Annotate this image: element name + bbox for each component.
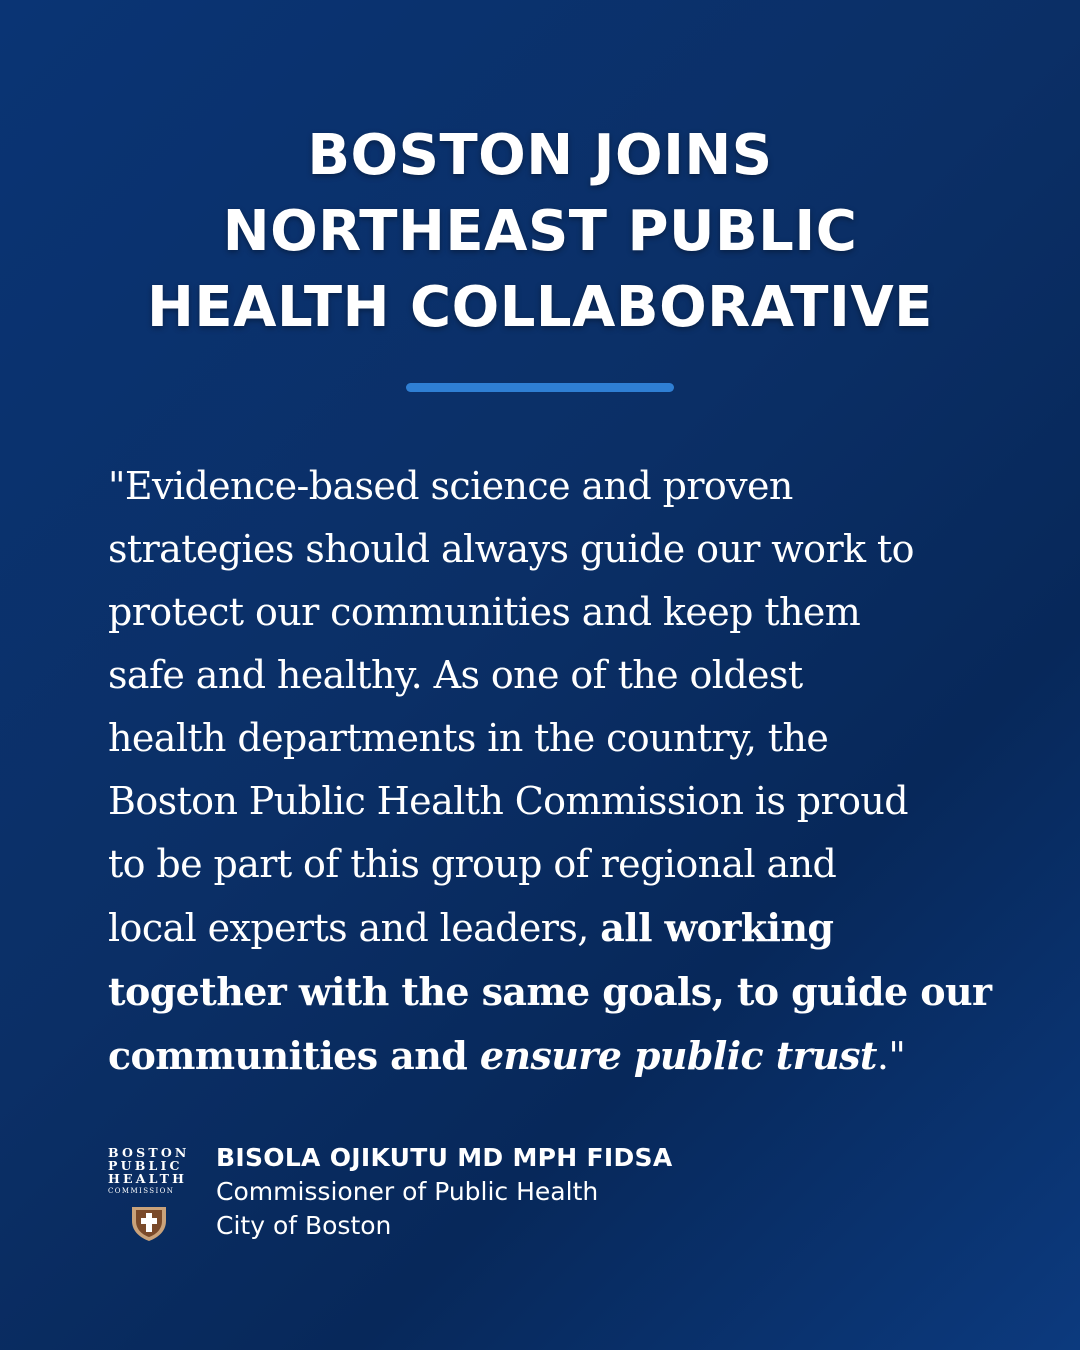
quote-line-2: strategies should always guide our work to xyxy=(108,527,914,571)
quote-line-4: safe and healthy. As one of the oldest xyxy=(108,653,803,697)
divider xyxy=(406,383,674,392)
quote xyxy=(108,455,992,1088)
bphc-logo xyxy=(108,1146,196,1243)
quote-line-10 xyxy=(108,1024,988,1088)
logo-word-1: BOSTON xyxy=(108,1145,190,1160)
quote-line-10-bold: communities and xyxy=(108,1033,480,1078)
logo-word-2: PUBLIC xyxy=(108,1158,183,1173)
quote-line-9-bold: together with the same goals, to guide our xyxy=(108,969,992,1014)
quote-line-5: health departments in the country, the xyxy=(108,716,829,760)
quote-line-9 xyxy=(108,960,992,1024)
quote-line-8-regular: local experts and leaders, xyxy=(108,906,601,950)
quote-line-8-bold: all working xyxy=(600,905,834,950)
quote-line-10-italic: ensure public trust xyxy=(479,1033,877,1078)
quote-line-3: protect our communities and keep them xyxy=(108,590,861,634)
signature xyxy=(216,1141,673,1243)
quote-line-8 xyxy=(108,896,988,960)
quote-line-7: to be part of this group of regional and xyxy=(108,842,837,886)
headline-line-3: HEALTH COLLABORATIVE xyxy=(147,275,933,340)
quote-line-6: Boston Public Health Commission is proud xyxy=(108,779,908,823)
signature-city: City of Boston xyxy=(216,1211,392,1240)
signature-role: Commissioner of Public Health xyxy=(216,1177,599,1206)
headline-line-2: NORTHEAST PUBLIC xyxy=(222,199,858,264)
quote-line-1: "Evidence-based science and proven xyxy=(108,464,793,508)
signature-name: BISOLA OJIKUTU MD MPH FIDSA xyxy=(216,1143,673,1172)
quote-line-10-end: ." xyxy=(876,1034,906,1078)
logo-word-3: HEALTH xyxy=(108,1171,188,1186)
headline xyxy=(0,118,1080,346)
shield-icon xyxy=(128,1203,170,1243)
logo-commission: COMMISSION xyxy=(108,1187,175,1195)
headline-line-1: BOSTON JOINS xyxy=(307,123,773,188)
